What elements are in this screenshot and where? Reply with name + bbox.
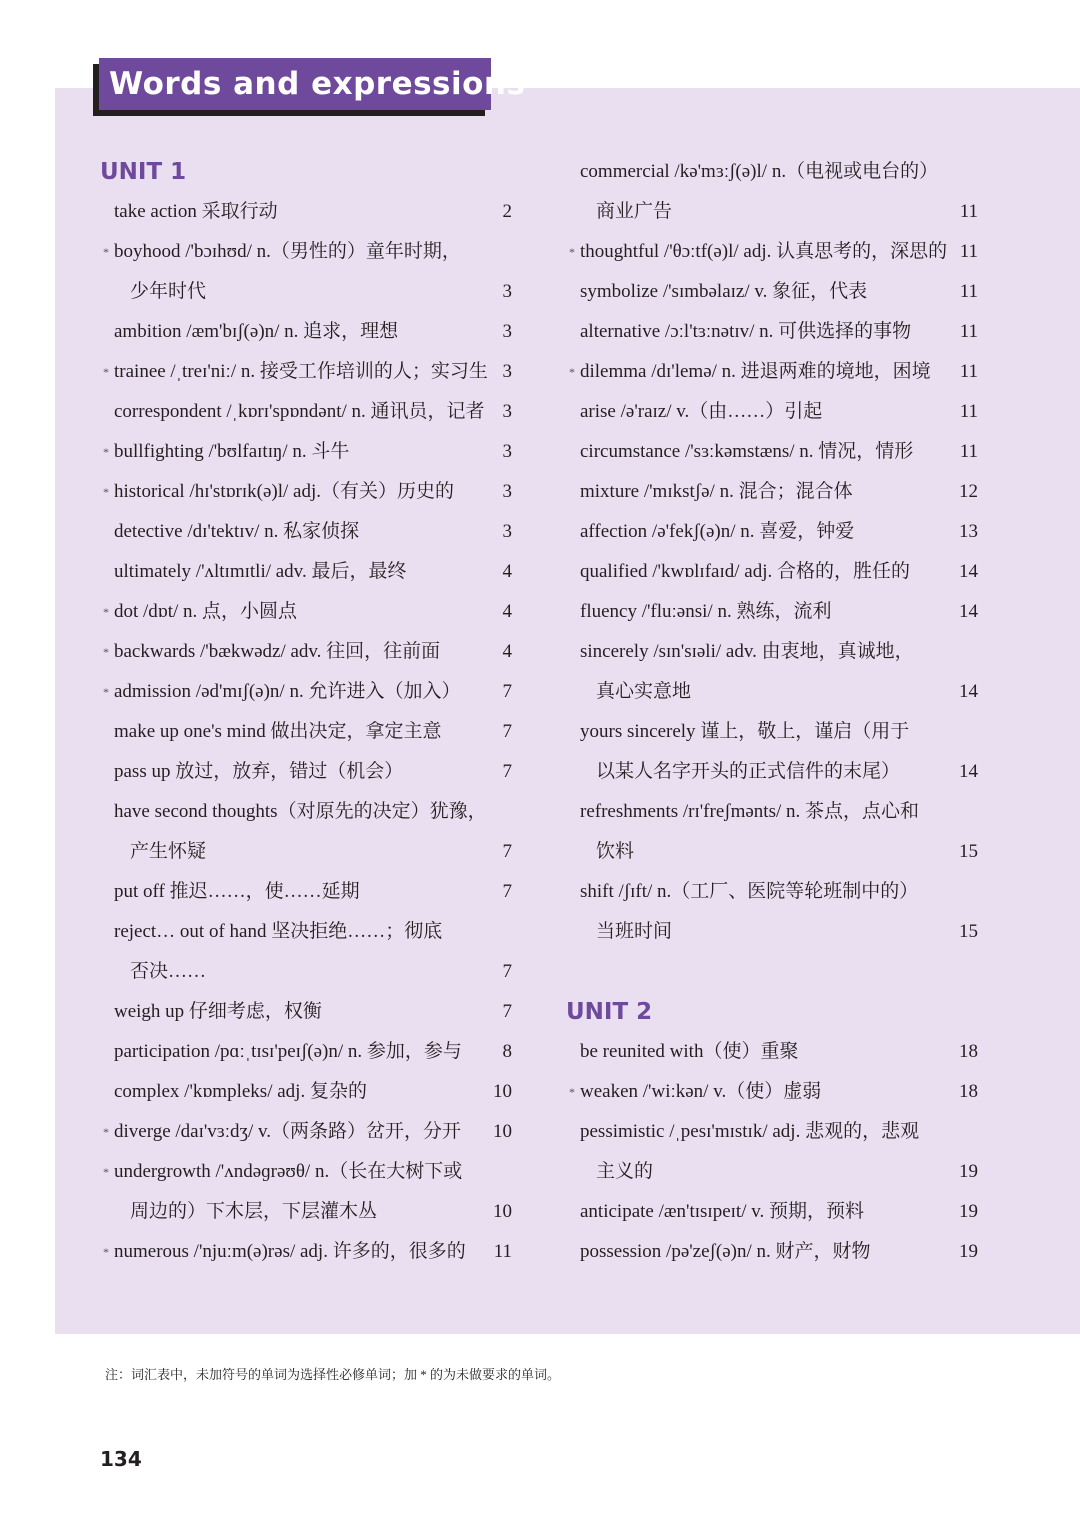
entry-text: qualified /'kwɒlɪfaɪd/ adj. 合格的，胜任的 (580, 561, 910, 582)
entry-page-number: 10 (493, 1121, 512, 1142)
vocab-entry (566, 432, 986, 472)
vocab-entry (566, 392, 986, 432)
unit-heading: UNIT 1 (100, 159, 187, 185)
vocab-entry (566, 792, 986, 832)
vocab-entry (100, 992, 520, 1032)
entry-text: admission /əd'mɪʃ(ə)n/ n. 允许进入（加入） (114, 681, 461, 702)
entry-page-number: 15 (959, 921, 978, 942)
entry-text: yours sincerely 谨上，敬上，谨启（用于 (580, 721, 910, 742)
entry-page-number: 10 (493, 1081, 512, 1102)
entry-text: put off 推迟……，使……延期 (114, 881, 360, 902)
vocab-entry (100, 1112, 520, 1152)
entry-text: undergrowth /'ʌndəɡrəʊθ/ n.（长在大树下或 (114, 1161, 463, 1182)
vocab-entry (566, 312, 986, 352)
entry-page-number: 4 (502, 641, 512, 662)
entry-text: 当班时间 (596, 921, 673, 942)
footnote: 注：词汇表中，未加符号的单词为选择性必修单词；加 * 的为未做要求的单词。 (105, 1367, 561, 1382)
vocab-entry-continuation (566, 832, 986, 872)
entry-text: fluency /'fluːənsi/ n. 熟练，流利 (580, 601, 832, 622)
optional-star-icon: * (569, 365, 575, 379)
vocab-entry (100, 1232, 520, 1272)
vocab-entry (566, 1192, 986, 1232)
vocab-entry (100, 912, 520, 952)
entry-page-number: 3 (502, 401, 512, 422)
entry-page-number: 4 (502, 601, 512, 622)
optional-star-icon: * (103, 605, 109, 619)
entry-page-number: 19 (959, 1201, 978, 1222)
entry-page-number: 7 (502, 841, 512, 862)
vocab-entry (100, 312, 520, 352)
entry-text: anticipate /æn'tɪsɪpeɪt/ v. 预期，预料 (580, 1201, 864, 1222)
vocab-entry (100, 392, 520, 432)
entry-text: possession /pə'zeʃ(ə)n/ n. 财产，财物 (580, 1241, 871, 1262)
entry-page-number: 11 (959, 401, 978, 422)
section-title-box (99, 58, 526, 110)
entry-page-number: 11 (959, 361, 978, 382)
vocab-entry (566, 1112, 986, 1152)
optional-star-icon: * (103, 245, 109, 259)
entry-text: diverge /daɪ'vɜːdʒ/ v.（两条路）岔开，分开 (114, 1121, 462, 1142)
entry-page-number: 19 (959, 1161, 978, 1182)
entry-text: correspondent /ˌkɒrɪ'spɒndənt/ n. 通讯员，记者 (114, 401, 485, 422)
entry-text: numerous /'njuːm(ə)rəs/ adj. 许多的，很多的 (114, 1241, 466, 1262)
vocab-entry-continuation (566, 1152, 986, 1192)
entry-text: weaken /'wiːkən/ v.（使）虚弱 (580, 1081, 822, 1102)
vocab-entry (566, 472, 986, 512)
vocab-entry-continuation (100, 1192, 520, 1232)
vocab-entry (100, 352, 520, 392)
entry-text: 以某人名字开头的正式信件的末尾） (596, 761, 901, 782)
entry-text: dot /dɒt/ n. 点，小圆点 (114, 601, 298, 622)
vocab-entry (100, 752, 520, 792)
entry-text: shift /ʃɪft/ n.（工厂、医院等轮班制中的） (580, 881, 919, 902)
entry-text: commercial /kə'mɜːʃ(ə)l/ n.（电视或电台的） (580, 161, 939, 182)
entry-page-number: 3 (502, 281, 512, 302)
entry-page-number: 11 (959, 321, 978, 342)
entry-text: alternative /ɔːl'tɜːnətɪv/ n. 可供选择的事物 (580, 321, 912, 342)
entry-page-number: 15 (959, 841, 978, 862)
entry-text: symbolize /'sɪmbəlaɪz/ v. 象征，代表 (580, 281, 868, 302)
entry-text: thoughtful /'θɔːtf(ə)l/ adj. 认真思考的，深思的 (580, 241, 948, 262)
entry-text: bullfighting /'bʊlfaɪtɪŋ/ n. 斗牛 (114, 441, 350, 462)
entry-page-number: 10 (493, 1201, 512, 1222)
entry-text: have second thoughts（对原先的决定）犹豫， (114, 801, 487, 822)
entry-page-number: 11 (959, 441, 978, 462)
entry-text: historical /hɪ'stɒrɪk(ə)l/ adj.（有关）历史的 (114, 481, 455, 502)
entry-text: ambition /æm'bɪʃ(ə)n/ n. 追求，理想 (114, 321, 399, 342)
vocab-entry (566, 552, 986, 592)
vocab-entry (100, 1032, 520, 1072)
optional-star-icon: * (103, 1245, 109, 1259)
entry-page-number: 7 (502, 881, 512, 902)
entry-text: mixture /'mɪkstʃə/ n. 混合；混合体 (580, 481, 853, 502)
entry-page-number: 7 (502, 681, 512, 702)
entry-page-number: 19 (959, 1241, 978, 1262)
entry-text: 饮料 (596, 841, 635, 862)
entry-text: 否决…… (130, 961, 207, 982)
vocab-entry (566, 152, 986, 192)
vocab-entry (566, 1072, 986, 1112)
entry-text: boyhood /'bɔɪhʊd/ n.（男性的）童年时期， (114, 241, 461, 262)
vocab-entry (100, 712, 520, 752)
entry-text: backwards /'bækwədz/ adv. 往回，往前面 (114, 641, 441, 662)
entry-page-number: 3 (502, 361, 512, 382)
entry-text: 产生怀疑 (130, 841, 207, 862)
vocab-entry (100, 1152, 520, 1192)
vocab-entry (566, 512, 986, 552)
entry-text: 主义的 (596, 1161, 654, 1182)
vocab-entry-continuation (566, 672, 986, 712)
entry-text: be reunited with（使）重聚 (580, 1041, 799, 1062)
section-spacer (566, 952, 986, 992)
right-column (566, 152, 986, 1272)
entry-page-number: 3 (502, 321, 512, 342)
vocab-entry (100, 872, 520, 912)
entry-text: arise /ə'raɪz/ v.（由……）引起 (580, 401, 823, 422)
optional-star-icon: * (103, 645, 109, 659)
left-column (100, 152, 520, 1272)
entry-text: circumstance /'sɜːkəmstæns/ n. 情况，情形 (580, 441, 914, 462)
vocab-entry (566, 872, 986, 912)
entry-page-number: 18 (959, 1041, 978, 1062)
entry-text: pessimistic /ˌpesɪ'mɪstɪk/ adj. 悲观的，悲观 (580, 1121, 920, 1142)
entry-page-number: 4 (502, 561, 512, 582)
entry-page-number: 7 (502, 1001, 512, 1022)
entry-text: complex /'kɒmpleks/ adj. 复杂的 (114, 1081, 367, 1102)
vocab-entry (100, 792, 520, 832)
entry-text: 周边的）下木层，下层灌木丛 (130, 1201, 378, 1222)
entry-page-number: 3 (502, 521, 512, 542)
vocab-entry (566, 632, 986, 672)
vocab-entry (566, 1232, 986, 1272)
vocab-entry (100, 552, 520, 592)
entry-text: 少年时代 (130, 281, 207, 302)
entry-text: make up one's mind 做出决定，拿定主意 (114, 721, 442, 742)
optional-star-icon: * (569, 245, 575, 259)
entry-page-number: 14 (959, 561, 978, 582)
entry-page-number: 3 (502, 441, 512, 462)
vocab-entry (100, 592, 520, 632)
entry-text: weigh up 仔细考虑，权衡 (114, 1001, 322, 1022)
vocab-entry (566, 592, 986, 632)
vocab-entry (566, 272, 986, 312)
entry-text: pass up 放过，放弃，错过（机会） (114, 761, 404, 782)
entry-page-number: 11 (493, 1241, 512, 1262)
optional-star-icon: * (103, 685, 109, 699)
vocab-entry-continuation (566, 752, 986, 792)
entry-page-number: 12 (959, 481, 978, 502)
entry-page-number: 7 (502, 721, 512, 742)
entry-text: participation /pɑːˌtɪsɪ'peɪʃ(ə)n/ n. 参加，参与 (114, 1041, 462, 1062)
vocab-entry (100, 192, 520, 232)
entry-page-number: 3 (502, 481, 512, 502)
entry-page-number: 14 (959, 681, 978, 702)
optional-star-icon: * (569, 1085, 575, 1099)
optional-star-icon: * (103, 1165, 109, 1179)
entry-text: dilemma /dɪ'lemə/ n. 进退两难的境地，困境 (580, 361, 931, 382)
entry-page-number: 14 (959, 761, 978, 782)
vocab-entry-continuation (566, 192, 986, 232)
entry-page-number: 7 (502, 961, 512, 982)
entry-page-number: 18 (959, 1081, 978, 1102)
entry-text: trainee /ˌtreɪ'niː/ n. 接受工作培训的人；实习生 (114, 361, 488, 382)
vocab-entry-continuation (566, 912, 986, 952)
entry-text: refreshments /rɪ'freʃmənts/ n. 茶点，点心和 (580, 801, 920, 822)
entry-page-number: 11 (959, 241, 978, 262)
section-title: Words and expressions (109, 66, 526, 102)
entry-page-number: 7 (502, 761, 512, 782)
entry-text: 商业广告 (596, 201, 673, 222)
vocab-entry-continuation (100, 832, 520, 872)
optional-star-icon: * (103, 1125, 109, 1139)
entry-page-number: 11 (959, 281, 978, 302)
vocab-entry (100, 632, 520, 672)
vocab-entry (100, 232, 520, 272)
optional-star-icon: * (103, 365, 109, 379)
entry-text: detective /dɪ'tektɪv/ n. 私家侦探 (114, 521, 360, 542)
entry-page-number: 2 (502, 201, 512, 222)
vocab-entry (100, 472, 520, 512)
vocab-entry (100, 672, 520, 712)
entry-text: take action 采取行动 (114, 201, 278, 222)
optional-star-icon: * (103, 445, 109, 459)
entry-text: 真心实意地 (596, 681, 692, 702)
page-number: 134 (100, 1447, 142, 1471)
entry-page-number: 8 (502, 1041, 512, 1062)
entry-page-number: 14 (959, 601, 978, 622)
entry-page-number: 11 (959, 201, 978, 222)
entry-text: sincerely /sɪn'sɪəli/ adv. 由衷地，真诚地， (580, 641, 914, 662)
vocab-entry (566, 352, 986, 392)
unit-heading: UNIT 2 (566, 999, 653, 1025)
optional-star-icon: * (103, 485, 109, 499)
vocab-entry (566, 232, 986, 272)
vocab-entry (100, 432, 520, 472)
vocab-entry (566, 712, 986, 752)
vocab-entry (100, 512, 520, 552)
vocab-entry-continuation (100, 952, 520, 992)
entry-page-number: 13 (959, 521, 978, 542)
entry-text: ultimately /'ʌltɪmɪtli/ adv. 最后，最终 (114, 561, 407, 582)
vocab-entry (566, 1032, 986, 1072)
entry-text: reject… out of hand 坚决拒绝……；彻底 (114, 921, 443, 942)
vocab-entry-continuation (100, 272, 520, 312)
vocab-entry (100, 1072, 520, 1112)
entry-text: affection /ə'fekʃ(ə)n/ n. 喜爱，钟爱 (580, 521, 855, 542)
